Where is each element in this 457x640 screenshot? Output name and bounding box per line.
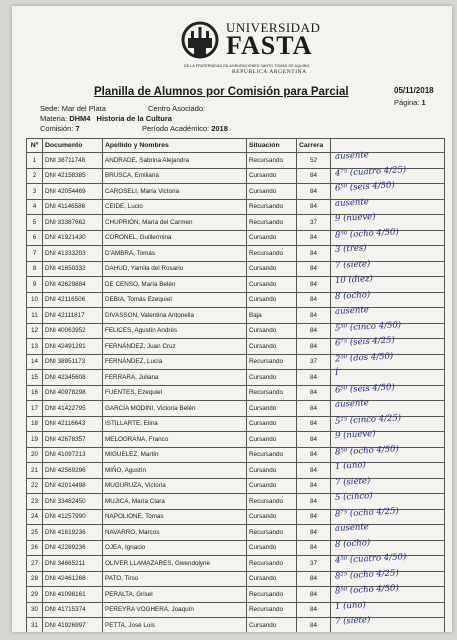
row-nombre: ANDRADE, Sabrina Alejandra — [103, 153, 247, 169]
table-row — [27, 292, 445, 308]
row-number: 11 — [27, 308, 43, 324]
row-documento: DNI 41422795 — [43, 401, 103, 417]
materia-name: Historia de la Cultura — [96, 114, 172, 123]
row-situacion: Cursando — [247, 261, 297, 277]
row-number: 14 — [27, 354, 43, 370]
row-number: 10 — [27, 292, 43, 308]
row-carrera: 37 — [297, 354, 331, 370]
row-documento: DNI 42629884 — [43, 277, 103, 293]
header-documento: Documento — [43, 139, 103, 153]
row-documento: DNI 42289236 — [43, 540, 103, 556]
handwritten-grade: ausente — [334, 150, 370, 162]
table-row — [27, 354, 445, 370]
row-number: 15 — [27, 370, 43, 386]
handwritten-grade: 8 (ocho) — [334, 537, 371, 550]
row-documento: DNI 42054469 — [43, 184, 103, 200]
row-situacion: Cursando — [247, 540, 297, 556]
row-nombre: DIVASSON, Valentina Antonella — [103, 308, 247, 324]
row-nombre: MELOGRANA, Franco — [103, 432, 247, 448]
row-grade-cell — [331, 274, 445, 293]
row-number: 29 — [27, 587, 43, 603]
row-nombre: BRUSCA, Emiliana — [103, 168, 247, 184]
row-grade-cell — [331, 583, 445, 603]
row-nombre: NAPOLIONE, Tomas — [103, 509, 247, 525]
table-row — [27, 509, 445, 525]
row-documento: DNI 40978298 — [43, 385, 103, 401]
students-table — [26, 138, 445, 632]
sede-label: Sede: — [40, 104, 60, 113]
handwritten-grade: Í — [334, 367, 339, 379]
row-documento: DNI 42111817 — [43, 308, 103, 324]
header-situacion: Situación — [247, 139, 297, 153]
row-documento: DNI 41146586 — [43, 199, 103, 215]
periodo-label: Período Académico: — [142, 124, 210, 133]
university-logo — [180, 18, 360, 74]
handwritten-grade: 4⁷⁵ (cuatro 4/25) — [334, 164, 407, 179]
row-number: 17 — [27, 401, 43, 417]
handwritten-grade: 8⁷⁵ (ocho 4/25) — [334, 505, 400, 520]
row-number: 18 — [27, 416, 43, 432]
page-label: Página: — [394, 98, 420, 107]
comision-label: Comisión: — [40, 124, 74, 133]
row-documento: DNI 33482450 — [43, 494, 103, 510]
row-documento: DNI 42345608 — [43, 370, 103, 386]
row-nombre: FERRARA, Juliana — [103, 370, 247, 386]
row-carrera: 84 — [297, 184, 331, 200]
periodo-field — [142, 124, 228, 133]
handwritten-grade: 7 (siete) — [334, 615, 371, 627]
row-carrera: 84 — [297, 199, 331, 215]
row-number: 22 — [27, 478, 43, 494]
row-situacion: Cursando — [247, 463, 297, 479]
row-number: 20 — [27, 447, 43, 463]
header-nombre: Apellido y Nombres — [103, 139, 247, 153]
row-carrera: 84 — [297, 246, 331, 262]
row-situacion: Cursando — [247, 168, 297, 184]
table-row — [27, 463, 445, 479]
row-carrera: 84 — [297, 370, 331, 386]
row-carrera: 84 — [297, 587, 331, 603]
row-documento: DNI 42491291 — [43, 339, 103, 355]
row-situacion: Cursando — [247, 416, 297, 432]
page-indicator — [394, 98, 426, 107]
row-nombre: OJEA, Ignacio — [103, 540, 247, 556]
materia-code: DHM4 — [69, 114, 91, 123]
table-row — [27, 230, 445, 246]
row-situacion: Cursando — [247, 432, 297, 448]
row-situacion: Cursando — [247, 618, 297, 633]
row-nombre: CAROSELI, María Victoria — [103, 184, 247, 200]
row-carrera: 84 — [297, 478, 331, 494]
table-header-row — [27, 139, 445, 153]
row-situacion: Recursando — [247, 602, 297, 618]
sede-value: Mar del Plata — [61, 104, 106, 113]
table-row — [27, 478, 445, 494]
table-row — [27, 618, 445, 633]
row-documento: DNI 42014498 — [43, 478, 103, 494]
row-grade-cell — [331, 243, 445, 262]
handwritten-grade: 5 (cinco) — [334, 491, 373, 503]
row-grade-cell — [331, 599, 445, 618]
row-nombre: FERNÁNDEZ, Juan Cruz — [103, 339, 247, 355]
row-situacion: Cursando — [247, 509, 297, 525]
row-carrera: 84 — [297, 277, 331, 293]
row-situacion: Cursando — [247, 292, 297, 308]
document-sheet — [12, 6, 452, 632]
header-num: Nº — [27, 139, 43, 153]
row-nombre: NAVARRO, Marcos — [103, 525, 247, 541]
row-situacion: Recursando — [247, 215, 297, 231]
row-situacion: Cursando — [247, 478, 297, 494]
row-grade-cell — [331, 522, 445, 541]
row-carrera: 84 — [297, 416, 331, 432]
row-situacion: Baja — [247, 308, 297, 324]
row-number: 5 — [27, 215, 43, 231]
row-grade-cell — [331, 475, 445, 494]
handwritten-grade: 6⁷⁵ (seis 4/25) — [334, 335, 396, 349]
row-documento: DNI 42116506 — [43, 292, 103, 308]
row-nombre: DEBIA, Tomás Ezequiel — [103, 292, 247, 308]
row-carrera: 37 — [297, 556, 331, 572]
row-carrera: 84 — [297, 292, 331, 308]
row-grade-cell — [331, 196, 445, 215]
handwritten-grade: 9 (nueve) — [334, 428, 376, 442]
handwritten-grade: 6⁵⁰ (seis 4/50) — [334, 180, 396, 194]
row-situacion: Recursando — [247, 556, 297, 572]
table-row — [27, 447, 445, 463]
handwritten-grade: 8²⁵ (ocho 4/25) — [334, 567, 400, 582]
periodo-value: 2018 — [211, 124, 228, 133]
row-number: 28 — [27, 571, 43, 587]
row-carrera: 84 — [297, 323, 331, 339]
row-situacion: Cursando — [247, 230, 297, 246]
row-situacion: Cursando — [247, 184, 297, 200]
row-number: 7 — [27, 246, 43, 262]
table-body — [27, 150, 445, 633]
row-documento: DNI 33387662 — [43, 215, 103, 231]
row-nombre: MIGUELEZ, Martín — [103, 447, 247, 463]
handwritten-grade: 8⁵⁰ (ocho 4/50) — [334, 226, 400, 241]
row-documento: DNI 42116643 — [43, 416, 103, 432]
report-title: Planilla de Alumnos por Comisión para Parcial — [94, 86, 349, 98]
table-row — [27, 602, 445, 618]
row-situacion: Recursando — [247, 199, 297, 215]
row-carrera: 84 — [297, 401, 331, 417]
handwritten-grade: 1 (uno) — [334, 460, 367, 472]
report-date: 05/11/2018 — [394, 86, 434, 95]
row-nombre: MUGURUZA, Victoria — [103, 478, 247, 494]
sede-field — [40, 104, 106, 113]
row-documento: DNI 41715374 — [43, 602, 103, 618]
table-row — [27, 199, 445, 215]
row-grade-cell — [331, 412, 445, 432]
row-number: 24 — [27, 509, 43, 525]
row-grade-cell — [331, 615, 445, 633]
materia-field — [40, 114, 172, 123]
row-number: 9 — [27, 277, 43, 293]
row-carrera: 84 — [297, 339, 331, 355]
row-nombre: FERNÁNDEZ, Lucía — [103, 354, 247, 370]
row-carrera: 84 — [297, 494, 331, 510]
handwritten-grade: 4⁵⁰ (cuatro 4/50) — [334, 552, 407, 566]
row-nombre: PETTA, José Luis — [103, 618, 247, 633]
row-carrera: 84 — [297, 540, 331, 556]
handwritten-grade: 7 (siete) — [334, 475, 371, 488]
row-carrera: 84 — [297, 571, 331, 587]
row-grade-cell — [331, 180, 445, 200]
materia-label: Materia: — [40, 114, 68, 123]
row-documento: DNI 41921430 — [43, 230, 103, 246]
row-nombre: OLIVER LLAMAZARES, Gwendolyne — [103, 556, 247, 572]
table-row — [27, 587, 445, 603]
row-nombre: ISTILLARTE, Elina — [103, 416, 247, 432]
row-carrera: 84 — [297, 261, 331, 277]
handwritten-grade: ausente — [334, 196, 370, 209]
row-documento: DNI 42461268 — [43, 571, 103, 587]
row-situacion: Recursando — [247, 587, 297, 603]
row-documento: DNI 41333203 — [43, 246, 103, 262]
row-nombre: PERALTA, Grisel — [103, 587, 247, 603]
handwritten-grade: ausente — [334, 398, 370, 410]
row-number: 21 — [27, 463, 43, 479]
row-number: 2 — [27, 168, 43, 184]
row-carrera: 37 — [297, 215, 331, 231]
row-carrera: 84 — [297, 385, 331, 401]
row-situacion: Recursando — [247, 385, 297, 401]
row-nombre: PEREYRA VOGHERA, Joaquín — [103, 602, 247, 618]
row-documento: DNI 40063952 — [43, 323, 103, 339]
row-carrera: 84 — [297, 463, 331, 479]
row-documento: DNI 38711748 — [43, 153, 103, 169]
row-situacion: Recursando — [247, 447, 297, 463]
table-row — [27, 261, 445, 277]
table-row — [27, 246, 445, 262]
row-number: 3 — [27, 184, 43, 200]
row-nombre: CORONEL, Guillermina — [103, 230, 247, 246]
table-row — [27, 525, 445, 541]
handwritten-grade: ausente — [334, 522, 370, 534]
row-carrera: 52 — [297, 153, 331, 169]
row-nombre: MIÑO, Agustín — [103, 463, 247, 479]
row-documento: DNI 42678357 — [43, 432, 103, 448]
handwritten-grade: 8 (ocho) — [334, 289, 371, 302]
row-number: 19 — [27, 432, 43, 448]
row-number: 26 — [27, 540, 43, 556]
university-line: UNIVERSIDAD — [226, 20, 321, 35]
row-carrera: 84 — [297, 308, 331, 324]
row-carrera: 84 — [297, 509, 331, 525]
row-nombre: GARCÍA MODINI, Victoria Belén — [103, 401, 247, 417]
row-carrera: 84 — [297, 525, 331, 541]
row-situacion: Recursando — [247, 494, 297, 510]
row-number: 8 — [27, 261, 43, 277]
handwritten-grade: 3 (tres) — [334, 243, 367, 255]
row-situacion: Recursando — [247, 354, 297, 370]
row-documento: DNI 41097213 — [43, 447, 103, 463]
row-carrera: 84 — [297, 432, 331, 448]
row-nombre: FELICES, Agustín Andrés — [103, 323, 247, 339]
row-number: 13 — [27, 339, 43, 355]
row-number: 6 — [27, 230, 43, 246]
page-number: 1 — [421, 98, 426, 107]
row-situacion: Cursando — [247, 571, 297, 587]
comision-value: 7 — [75, 124, 80, 133]
row-documento: DNI 41098161 — [43, 587, 103, 603]
row-documento: DNI 41257990 — [43, 509, 103, 525]
row-situacion: Recursando — [247, 246, 297, 262]
handwritten-grade: 5²⁵ (cinco 4/25) — [334, 412, 402, 427]
handwritten-grade: 9 (nueve) — [334, 211, 376, 225]
row-documento: DNI 34665211 — [43, 556, 103, 572]
handwritten-grade: ausente — [334, 305, 370, 317]
row-nombre: CHUPRIÓN, María del Carmen — [103, 215, 247, 231]
handwritten-grade: 6⁵⁰ (seis 4/50) — [334, 381, 396, 396]
row-nombre: FUENTES, Ezequiel — [103, 385, 247, 401]
row-documento: DNI 41926997 — [43, 618, 103, 633]
row-nombre: DE CENSO, María Belén — [103, 277, 247, 293]
row-documento: DNI 42569296 — [43, 463, 103, 479]
row-nombre: PATO, Tirso — [103, 571, 247, 587]
handwritten-grade: 8⁵⁰ (ocho 4/50) — [334, 443, 400, 458]
table-row — [27, 277, 445, 293]
row-number: 27 — [27, 556, 43, 572]
row-documento: DNI 41650332 — [43, 261, 103, 277]
centro-label: Centro Asociado: — [148, 104, 206, 113]
row-situacion: Recursando — [247, 153, 297, 169]
handwritten-grade: 8⁵⁰ (ocho 4/50) — [334, 583, 400, 597]
row-situacion: Cursando — [247, 339, 297, 355]
row-documento: DNI 38951173 — [43, 354, 103, 370]
row-carrera: 84 — [297, 230, 331, 246]
row-documento: DNI 41619236 — [43, 525, 103, 541]
row-number: 4 — [27, 199, 43, 215]
row-nombre: DAHUD, Yamila del Rosario — [103, 261, 247, 277]
university-crest-icon — [180, 18, 220, 64]
row-situacion: Cursando — [247, 370, 297, 386]
row-carrera: 84 — [297, 168, 331, 184]
university-tagline: DE LA FRATERNIDAD DE AGRUPACIONES SANTO TOMÁS DE AQUINO — [184, 64, 310, 68]
row-nombre: MUJICA, María Clara — [103, 494, 247, 510]
row-grade-cell — [331, 460, 445, 479]
handwritten-grade: 10 (diez) — [334, 274, 374, 286]
row-carrera: 84 — [297, 618, 331, 633]
header-carrera: Carrera — [297, 139, 331, 153]
handwritten-grade: 5⁵⁰ (cinco 4/50) — [334, 319, 402, 334]
handwritten-grade: 7 (siete) — [334, 258, 371, 271]
row-carrera: 84 — [297, 602, 331, 618]
comision-field — [40, 124, 80, 133]
row-number: 23 — [27, 494, 43, 510]
row-number: 31 — [27, 618, 43, 633]
handwritten-grade: 2⁵⁰ (dos 4/50) — [334, 350, 394, 365]
row-situacion: Cursando — [247, 323, 297, 339]
row-number: 1 — [27, 153, 43, 169]
university-country: REPÚBLICA ARGENTINA — [232, 69, 307, 75]
row-number: 16 — [27, 385, 43, 401]
table-row — [27, 184, 445, 200]
row-grade-cell — [331, 350, 445, 370]
university-name: FASTA — [226, 31, 313, 60]
row-situacion: Cursando — [247, 401, 297, 417]
row-carrera: 84 — [297, 447, 331, 463]
handwritten-grade: 1 (uno) — [334, 599, 367, 612]
row-situacion: Recursando — [247, 525, 297, 541]
row-number: 30 — [27, 602, 43, 618]
row-number: 25 — [27, 525, 43, 541]
row-grade-cell — [331, 258, 445, 277]
table-row — [27, 385, 445, 401]
row-documento: DNI 42158385 — [43, 168, 103, 184]
row-number: 12 — [27, 323, 43, 339]
table-row — [27, 416, 445, 432]
row-nombre: D'AMBRA, Tomás — [103, 246, 247, 262]
row-nombre: CEIDE, Lucio — [103, 199, 247, 215]
row-situacion: Cursando — [247, 277, 297, 293]
